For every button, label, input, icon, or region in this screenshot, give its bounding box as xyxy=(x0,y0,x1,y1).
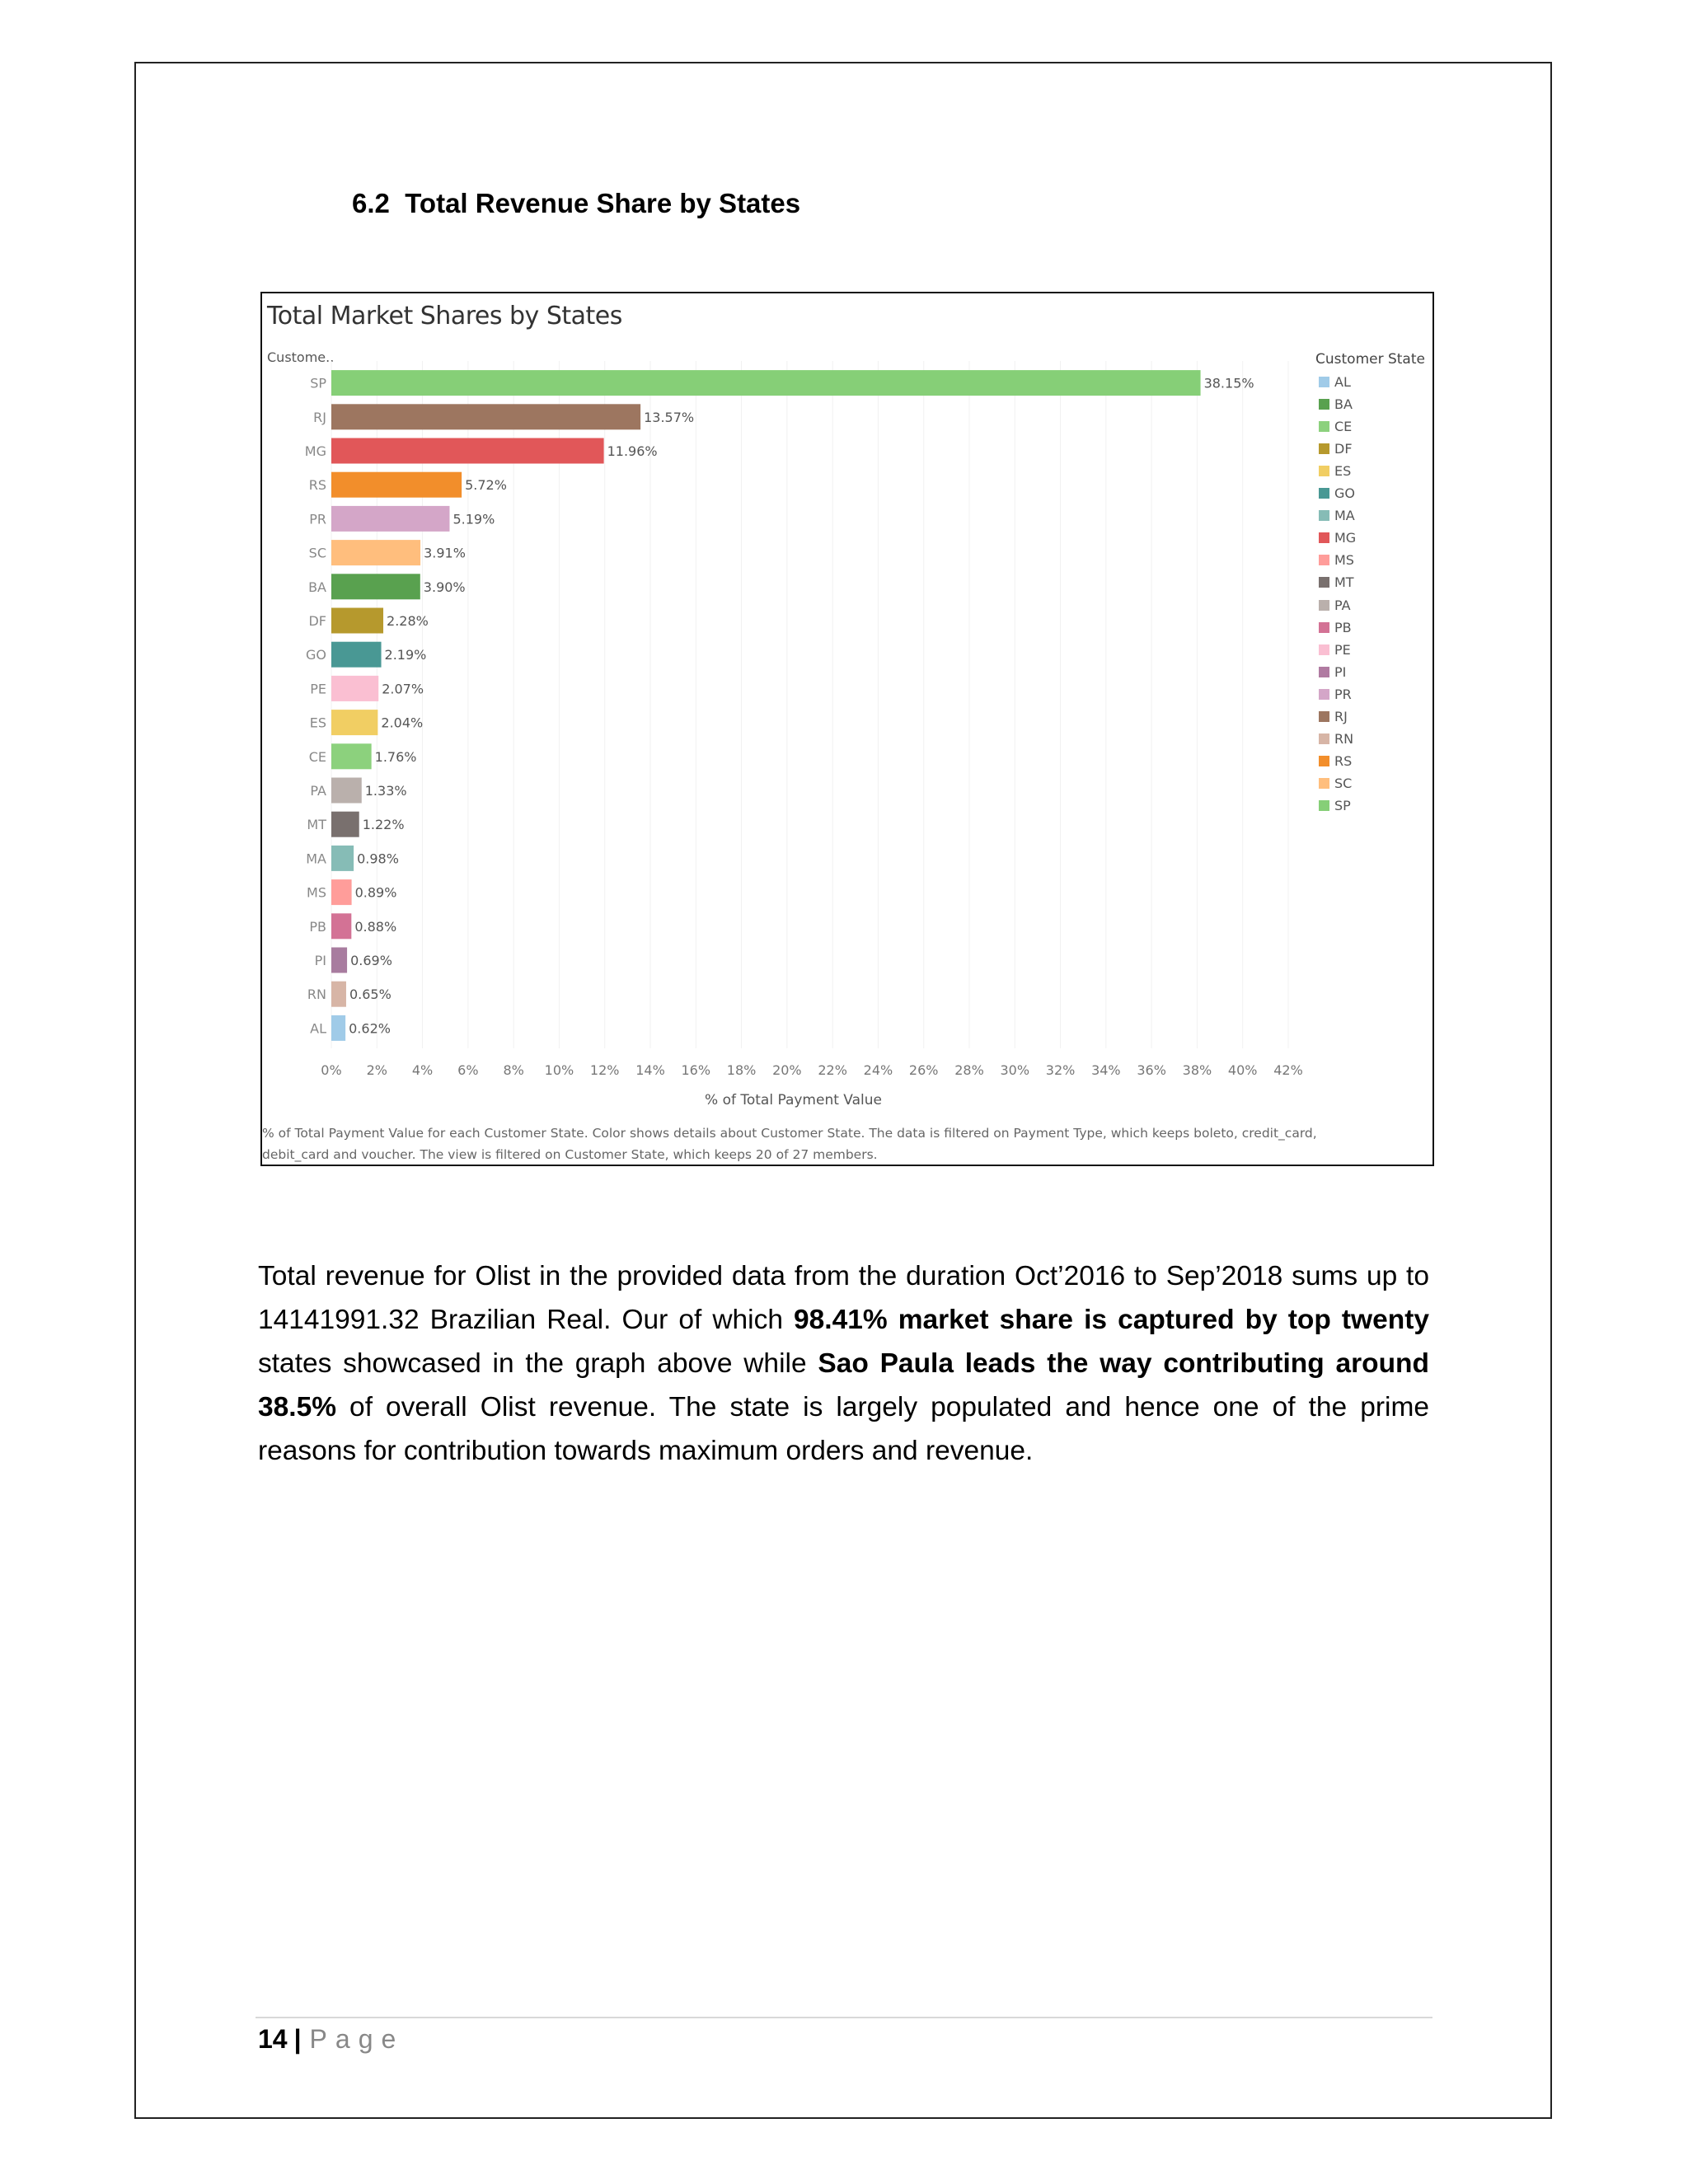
value-label: 1.76% xyxy=(374,748,417,765)
legend-label: PR xyxy=(1334,686,1352,702)
legend-item xyxy=(1319,640,1351,658)
legend-item xyxy=(1319,775,1352,793)
bar xyxy=(331,506,449,532)
x-tick-label: 0% xyxy=(321,1062,342,1078)
bar xyxy=(331,438,604,464)
legend-swatch xyxy=(1319,711,1329,722)
x-tick-label: 14% xyxy=(635,1062,665,1078)
category-label: SC xyxy=(308,545,326,561)
paragraph-text-2: states showcased in the graph above while xyxy=(258,1348,818,1379)
category-label: GO xyxy=(306,647,326,663)
value-label: 1.33% xyxy=(364,783,407,799)
legend-item xyxy=(1319,752,1352,771)
chart-plot xyxy=(262,293,1432,1118)
x-tick-label: 36% xyxy=(1137,1062,1166,1078)
bar xyxy=(331,879,352,905)
market-share-chart xyxy=(260,292,1434,1166)
legend-title: Customer State xyxy=(1315,351,1425,368)
bar xyxy=(331,812,359,837)
bar xyxy=(331,1015,345,1041)
section-number: 6.2 xyxy=(352,188,390,218)
legend-swatch xyxy=(1319,377,1329,387)
legend-swatch xyxy=(1319,756,1329,766)
x-tick-label: 18% xyxy=(726,1062,757,1078)
value-label: 0.98% xyxy=(357,851,399,867)
bar xyxy=(331,608,383,634)
legend-swatch xyxy=(1319,778,1329,789)
legend-label: MS xyxy=(1334,552,1354,569)
x-tick-label: 4% xyxy=(411,1062,434,1078)
chart-footnote xyxy=(262,1122,1416,1165)
category-label: CE xyxy=(308,748,326,765)
legend-swatch xyxy=(1319,488,1329,499)
x-tick-label: 10% xyxy=(544,1062,574,1078)
value-label: 2.07% xyxy=(382,681,424,697)
legend-label: MT xyxy=(1334,574,1354,591)
page-label: Page xyxy=(309,2024,405,2054)
value-label: 13.57% xyxy=(644,409,695,425)
legend-swatch xyxy=(1319,800,1329,811)
legend-label: PI xyxy=(1334,663,1347,680)
category-label: PA xyxy=(310,783,326,799)
bar xyxy=(331,642,382,668)
x-tick-label: 26% xyxy=(908,1062,939,1078)
category-label: SP xyxy=(310,375,326,391)
paragraph-text-1: Total revenue for Olist in the provided data from the duration Oct’2016 to Sep’2018 sums up to 14141991.32 Brazilian Real. Our of which xyxy=(258,1261,1429,1335)
bar xyxy=(331,948,347,973)
category-label: AL xyxy=(310,1020,326,1037)
legend-label: MG xyxy=(1334,530,1357,546)
category-label: MA xyxy=(306,851,326,867)
bar xyxy=(331,710,377,735)
category-label: PR xyxy=(309,511,326,527)
legend-label: PE xyxy=(1334,641,1351,658)
x-tick-label: 42% xyxy=(1273,1062,1303,1078)
bar xyxy=(331,404,640,429)
legend-swatch xyxy=(1319,600,1329,611)
value-label: 0.88% xyxy=(354,918,397,935)
bar xyxy=(331,743,372,769)
value-label: 3.91% xyxy=(424,545,466,561)
value-label: 38.15% xyxy=(1203,375,1254,391)
legend-item xyxy=(1319,395,1353,413)
value-label: 2.28% xyxy=(387,613,429,629)
value-label: 2.19% xyxy=(384,647,427,663)
legend-swatch xyxy=(1319,399,1329,410)
legend-item xyxy=(1319,797,1351,815)
legend-label: SP xyxy=(1334,798,1351,814)
value-label: 1.22% xyxy=(362,817,405,833)
x-tick-label: 38% xyxy=(1182,1062,1212,1078)
bar xyxy=(331,676,378,701)
bar xyxy=(331,778,362,804)
footnote-line-2: debit_card and voucher. The view is filtered on Customer State, which keeps 20 of 27 members. xyxy=(262,1147,878,1162)
category-label: RJ xyxy=(313,409,326,425)
y-axis-header: Custome.. xyxy=(267,349,335,365)
legend-label: PA xyxy=(1334,597,1351,613)
legend-label: BA xyxy=(1334,396,1353,412)
x-tick-label: 30% xyxy=(1000,1062,1030,1078)
section-title: Total Revenue Share by States xyxy=(405,188,801,218)
section-heading xyxy=(352,188,800,219)
category-label: MG xyxy=(304,443,326,459)
legend-label: RS xyxy=(1334,753,1353,770)
x-tick-label: 34% xyxy=(1091,1062,1121,1078)
legend-swatch xyxy=(1319,421,1329,432)
legend-swatch xyxy=(1319,667,1329,677)
legend-swatch xyxy=(1319,510,1329,521)
x-axis-title: % of Total Payment Value xyxy=(705,1092,882,1108)
legend-label: DF xyxy=(1334,440,1353,457)
legend-item xyxy=(1319,618,1352,636)
footer-divider xyxy=(256,2017,1432,2018)
legend-label: ES xyxy=(1334,462,1352,479)
chart-title: Total Market Shares by States xyxy=(267,302,622,330)
category-label: MT xyxy=(307,817,326,833)
legend-item xyxy=(1319,596,1351,614)
legend-item xyxy=(1319,708,1348,726)
page-number: 14 xyxy=(258,2024,288,2054)
legend-item xyxy=(1319,551,1354,569)
bar xyxy=(331,574,420,599)
legend-swatch xyxy=(1319,577,1329,588)
bar xyxy=(331,982,346,1007)
legend-swatch xyxy=(1319,644,1329,655)
legend-label: RJ xyxy=(1334,709,1348,724)
legend-swatch xyxy=(1319,555,1329,565)
paragraph-text-3: of overall Olist revenue. The state is largely populated and hence one of the prime reasons for contribution towards maximum orders and revenue. xyxy=(258,1392,1429,1466)
footer-separator: | xyxy=(293,2024,302,2054)
legend-item xyxy=(1319,439,1353,457)
x-tick-label: 6% xyxy=(457,1062,479,1078)
legend-swatch xyxy=(1319,733,1329,744)
x-tick-label: 40% xyxy=(1227,1062,1258,1078)
category-label: RS xyxy=(308,477,326,494)
category-label: ES xyxy=(309,715,326,731)
legend-swatch xyxy=(1319,622,1329,633)
legend-item xyxy=(1319,373,1351,391)
legend-item xyxy=(1319,462,1351,480)
legend-swatch xyxy=(1319,443,1329,454)
category-label: DF xyxy=(308,613,326,629)
legend-swatch xyxy=(1319,689,1329,700)
legend-item xyxy=(1319,417,1352,435)
legend-swatch xyxy=(1319,532,1329,543)
bar xyxy=(331,846,354,871)
category-label: RN xyxy=(307,987,326,1003)
bar xyxy=(331,913,351,939)
value-label: 5.72% xyxy=(465,477,507,494)
legend-label: GO xyxy=(1334,485,1355,501)
legend-item xyxy=(1319,574,1354,592)
category-label: PE xyxy=(310,681,326,697)
category-label: BA xyxy=(308,579,326,595)
x-tick-label: 28% xyxy=(954,1062,984,1078)
paragraph-bold-2: Sao Paula leads the way contributing around 38.5% xyxy=(258,1348,1429,1422)
category-label: MS xyxy=(307,884,326,901)
value-label: 0.89% xyxy=(354,884,397,901)
bar xyxy=(331,472,462,498)
category-label: PI xyxy=(314,953,326,968)
value-label: 3.90% xyxy=(423,579,466,595)
x-tick-label: 12% xyxy=(589,1062,620,1078)
footnote-line-1: % of Total Payment Value for each Customer State. Color shows details about Customer State. The data is filtered on Payment Type, which keeps boleto, credit_card, xyxy=(262,1126,1317,1141)
legend-item xyxy=(1319,485,1355,503)
value-label: 0.62% xyxy=(349,1020,391,1037)
bar xyxy=(331,540,420,565)
legend-item xyxy=(1319,529,1356,547)
value-label: 0.69% xyxy=(350,953,392,968)
x-tick-label: 8% xyxy=(503,1062,524,1078)
legend-label: MA xyxy=(1334,508,1355,524)
value-label: 11.96% xyxy=(607,443,658,459)
x-tick-label: 24% xyxy=(863,1062,893,1078)
legend-swatch xyxy=(1319,466,1329,476)
bar xyxy=(331,370,1201,396)
x-tick-label: 16% xyxy=(681,1062,711,1078)
page-footer xyxy=(258,2024,404,2055)
legend-item xyxy=(1319,730,1353,748)
value-label: 0.65% xyxy=(349,987,392,1003)
summary-paragraph xyxy=(258,1254,1429,1473)
legend-item xyxy=(1319,685,1352,703)
x-tick-label: 2% xyxy=(366,1062,387,1078)
category-label: PB xyxy=(309,918,326,935)
x-tick-label: 32% xyxy=(1045,1062,1076,1078)
paragraph-bold-1: 98.41% market share is captured by top twenty xyxy=(794,1305,1429,1335)
legend-label: AL xyxy=(1334,373,1351,390)
legend-label: CE xyxy=(1334,418,1353,434)
value-label: 2.04% xyxy=(381,715,424,731)
legend-label: SC xyxy=(1334,776,1353,792)
value-label: 5.19% xyxy=(452,511,495,527)
x-tick-label: 22% xyxy=(818,1062,847,1078)
x-tick-label: 20% xyxy=(772,1062,802,1078)
legend-item xyxy=(1319,663,1346,681)
legend-label: RN xyxy=(1334,731,1354,748)
legend-label: PB xyxy=(1334,619,1352,635)
legend-item xyxy=(1319,507,1355,525)
